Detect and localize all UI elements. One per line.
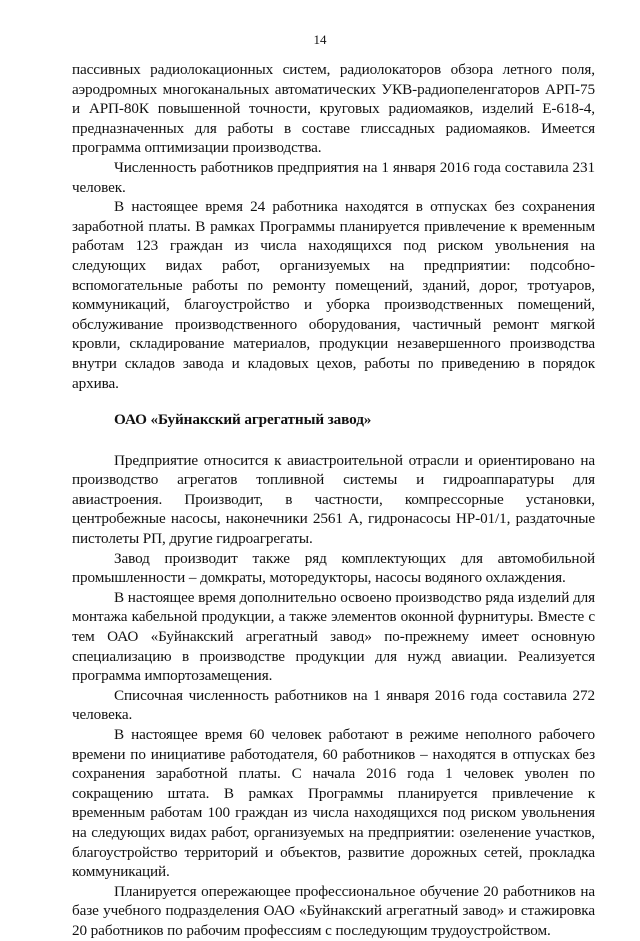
section-heading: ОАО «Буйнакский агрегатный завод» xyxy=(114,411,372,429)
paragraph-headcount-2: Списочная численность работников на 1 января 2016 года составила 272 человека. xyxy=(72,686,595,724)
paragraph-enterprise-profile: Предприятие относится к авиастроительной отрасли и ориентировано на производство агрегатов топливной системы и гидроаппаратуры для авиастроения. Производит, в частности, компрессорные установки, центробежные насосы, наконечники 2561 А, гидронасосы НР-01/1, раздаточные пистолеты РП, другие гидроагрегаты. xyxy=(72,451,595,548)
paragraph-headcount-1: Численность работников предприятия на 1 января 2016 года составила 231 человек. xyxy=(72,158,595,196)
document-body xyxy=(72,60,595,941)
paragraph-training: Планируется опережающее профессиональное обучение 20 работников на базе учебного подразделения ОАО «Буйнакский агрегатный завод» и стажировка 20 работников по рабочим профессиям с последующим трудоустройством. xyxy=(72,882,595,939)
paragraph-new-products: В настоящее время дополнительно освоено производство ряда изделий для монтажа кабельной продукции, а также элементов оконной фурнитуры. Вместе с тем ОАО «Буйнакский агрегатный завод» по-прежнему имеет основную специализацию в производстве продукции для нужд авиации. Реализуется программа импортозамещения. xyxy=(72,588,595,685)
paragraph-temporary-work-2: В настоящее время 60 человек работают в режиме неполного рабочего времени по инициативе работодателя, 60 работников – находятся в отпусках без сохранения заработной платы. С начала 2016 года 1 человек уволен по сокращению штата. В рамках Программы планируется привлечение к временным работам 100 граждан из числа находящихся под риском увольнения на следующих видах работ, организуемых на предприятии: озеленение участков, благоустройство территорий и объектов, развитие дорожных сетей, прокладка коммуникаций. xyxy=(72,726,595,881)
paragraph-continued: пассивных радиолокационных систем, радиолокаторов обзора летного поля, аэродромных многоканальных автоматических УКВ-радиопеленгаторов АРП-75 и АРП-80К повышенной точности, круговых радиомаяков, изделий Е-618-4, предназначенных для работы в составе глиссадных радиомаяков. Имеется программа оптимизации производства. xyxy=(72,61,595,157)
paragraph-auto-components: Завод производит также ряд комплектующих для автомобильной промышленности – домкраты, моторедукторы, насосы водяного охлаждения. xyxy=(72,549,595,587)
paragraph-temporary-work-1: В настоящее время 24 работника находятся в отпусках без сохранения заработной платы. В рамках Программы планируется привлечение к временным работам 123 граждан из числа находящихся под риском увольнения на следующих видах работ, организуемых на предприятии: подсобно-вспомогательные работы по ремонту помещений, зданий, дорог, тротуаров, коммуникаций, благоустройство и уборка производственных помещений, обслуживание производственного оборудования, частичный ремонт мягкой кровли, складирование материалов, продукции незавершенного производства внутри складов завода и кладовых цехов, работы по приведению в порядок архива. xyxy=(72,198,595,392)
page-number: 14 xyxy=(313,32,327,47)
